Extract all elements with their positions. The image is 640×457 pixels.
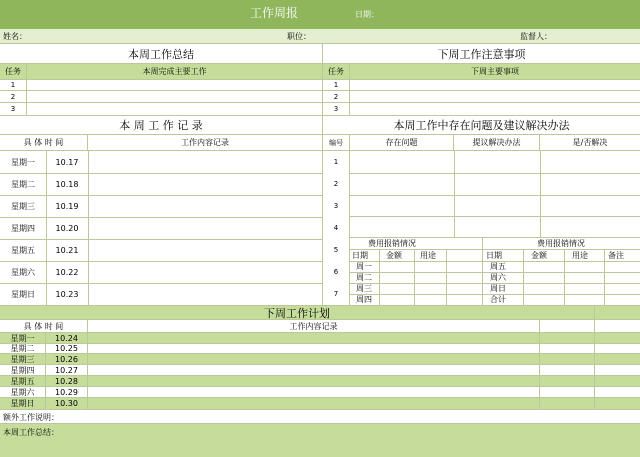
this-week-main-work-header: 本周完成主要工作 — [27, 64, 323, 79]
expense-col-date-right: 日期 — [486, 251, 502, 260]
name-label: 姓名： — [3, 32, 27, 41]
plan-day: 星期五 — [0, 376, 46, 386]
suggestion-header: 提议解决办法 — [454, 135, 540, 150]
plan-row — [0, 387, 640, 398]
week-summary-label: 本周工作总结： — [3, 428, 59, 437]
expense-col-date: 日期 — [352, 251, 368, 260]
summary-right-cell[interactable] — [350, 103, 640, 115]
expense-col-amount: 金额 — [386, 251, 402, 260]
plan-day: 星期一 — [0, 333, 46, 343]
record-row — [0, 283, 322, 306]
expense-day-right: 周日 — [490, 284, 506, 293]
summary-row-number: 3 — [0, 103, 27, 115]
plan-row — [0, 333, 640, 344]
record-content-cell[interactable] — [88, 173, 322, 195]
position-field[interactable] — [318, 30, 518, 43]
record-row — [0, 173, 322, 196]
summary-left-cell[interactable] — [27, 91, 323, 102]
task-col-header-right: 任务 — [323, 64, 350, 79]
plan-date: 10.30 — [46, 398, 88, 409]
record-date: 10.18 — [55, 179, 79, 189]
plan-extra-cell[interactable] — [595, 376, 640, 386]
next-week-notes-title: 下周工作注意事项 — [437, 47, 526, 61]
record-content-cell[interactable] — [88, 217, 322, 239]
issue-number-header: 编号 — [323, 135, 350, 150]
plan-extra-cell[interactable] — [540, 387, 595, 397]
plan-extra-cell[interactable] — [540, 365, 595, 375]
plan-header-filler-right — [595, 320, 640, 332]
extra-work-field[interactable] — [70, 410, 638, 423]
resolved-cell[interactable] — [540, 151, 640, 237]
expense-total-label: 合计 — [490, 295, 506, 304]
summary-row-number-right: 3 — [323, 103, 350, 115]
issue-number: 7 — [333, 290, 339, 298]
plan-day: 星期二 — [0, 344, 46, 353]
plan-header-filler — [540, 320, 595, 332]
plan-title-row — [0, 305, 640, 320]
plan-extra-cell[interactable] — [540, 398, 595, 409]
record-content-header: 工作内容记录 — [88, 135, 323, 150]
record-row — [0, 195, 322, 218]
plan-row — [0, 365, 640, 376]
plan-row — [0, 398, 640, 410]
summary-row — [0, 91, 640, 103]
this-week-summary-title: 本周工作总结 — [0, 44, 323, 63]
expense-day: 周一 — [356, 262, 372, 271]
date-field[interactable] — [388, 8, 628, 22]
problem-header: 存在问题 — [350, 135, 454, 150]
supervisor-label: 监督人： — [520, 32, 552, 41]
plan-row — [0, 344, 640, 354]
record-day: 星期日 — [11, 289, 35, 299]
record-date: 10.23 — [55, 289, 79, 299]
summary-row — [0, 103, 640, 116]
resolved-header: 是/否解决 — [572, 138, 608, 147]
plan-extra-cell[interactable] — [595, 398, 640, 409]
summary-row-number: 2 — [0, 91, 27, 102]
record-day: 星期一 — [11, 157, 35, 167]
expense-day: 周三 — [356, 284, 372, 293]
plan-extra-cell[interactable] — [540, 344, 595, 353]
record-row — [0, 261, 322, 284]
extra-work-row — [0, 410, 640, 424]
summary-row-number-right: 1 — [323, 80, 350, 90]
plan-extra-cell[interactable] — [595, 344, 640, 353]
position-label: 职位： — [287, 32, 311, 41]
summary-right-cell[interactable] — [350, 80, 640, 90]
next-week-main-items-header: 下周主要事项 — [471, 67, 519, 76]
supervisor-field[interactable] — [560, 30, 638, 43]
plan-content-cell[interactable] — [88, 387, 540, 397]
record-content-cell[interactable] — [88, 195, 322, 217]
record-day: 星期四 — [11, 223, 35, 233]
record-day: 星期五 — [11, 245, 35, 255]
expense-day: 周四 — [356, 295, 372, 304]
record-day: 星期六 — [11, 267, 35, 277]
report-title: 工作周报 — [250, 6, 299, 20]
record-date: 10.19 — [55, 201, 79, 211]
next-week-plan-title: 下周工作计划 — [0, 306, 595, 319]
expense-col-purpose-right: 用途 — [572, 251, 588, 260]
record-date: 10.22 — [55, 267, 79, 277]
plan-extra-cell[interactable] — [540, 376, 595, 386]
record-time-header: 具 体 时 间 — [0, 135, 88, 150]
date-label: 日期： — [355, 10, 379, 19]
plan-time-header: 具 体 时 间 — [0, 320, 88, 332]
plan-date: 10.27 — [46, 365, 88, 375]
plan-extra-cell[interactable] — [595, 387, 640, 397]
issue-number: 3 — [333, 202, 339, 210]
plan-date: 10.25 — [46, 344, 88, 353]
summary-right-cell[interactable] — [350, 91, 640, 102]
expense-col-remark: 备注 — [608, 251, 624, 260]
summary-left-cell[interactable] — [27, 103, 323, 115]
issue-number: 1 — [333, 158, 339, 166]
plan-content-header: 工作内容记录 — [88, 320, 540, 332]
plan-day: 星期日 — [0, 398, 46, 409]
plan-content-cell[interactable] — [88, 376, 540, 386]
issues-title: 本周工作中存在问题及建议解决办法 — [393, 119, 570, 132]
plan-date: 10.29 — [46, 387, 88, 397]
task-col-header: 任务 — [0, 64, 27, 79]
record-content-cell[interactable] — [88, 239, 322, 261]
plan-day: 星期四 — [0, 365, 46, 375]
weekly-record-table — [0, 151, 323, 305]
info-row — [0, 29, 640, 44]
plan-content-cell[interactable] — [88, 354, 540, 364]
plan-title-filler — [595, 306, 640, 319]
plan-content-cell[interactable] — [88, 365, 540, 375]
name-field[interactable] — [30, 30, 270, 43]
weekly-record-title: 本 周 工 作 记 录 — [0, 116, 323, 134]
issue-number-column — [323, 151, 350, 305]
plan-extra-cell[interactable] — [595, 333, 640, 343]
summary-row — [0, 80, 640, 91]
expense-section — [350, 237, 640, 305]
title-bar — [0, 0, 640, 29]
issue-number: 6 — [333, 268, 339, 276]
expense-col-purpose: 用途 — [420, 251, 436, 260]
plan-date: 10.24 — [46, 333, 88, 343]
record-day: 星期二 — [11, 179, 35, 189]
record-row — [0, 217, 322, 240]
record-content-cell[interactable] — [88, 151, 322, 173]
issue-number: 4 — [333, 224, 339, 232]
plan-date: 10.26 — [46, 354, 88, 364]
expense-col-amount-right: 金额 — [531, 251, 547, 260]
plan-day: 星期六 — [0, 387, 46, 397]
plan-extra-cell[interactable] — [595, 354, 640, 364]
record-day: 星期三 — [11, 201, 35, 211]
plan-day: 星期三 — [0, 354, 46, 364]
plan-date: 10.28 — [46, 376, 88, 386]
extra-work-label: 额外工作说明： — [3, 413, 59, 422]
plan-extra-cell[interactable] — [540, 333, 595, 343]
week-summary-row — [0, 424, 640, 457]
suggestion-cell[interactable] — [454, 151, 540, 237]
record-row — [0, 239, 322, 262]
plan-extra-cell[interactable] — [595, 365, 640, 375]
summary-header — [0, 44, 640, 64]
plan-row — [0, 354, 640, 365]
record-col-headers — [0, 135, 640, 151]
issue-number: 2 — [333, 180, 339, 188]
record-date: 10.17 — [55, 157, 79, 167]
record-content-cell[interactable] — [88, 283, 322, 305]
plan-content-cell[interactable] — [88, 344, 540, 353]
week-summary-field[interactable] — [70, 426, 638, 455]
plan-extra-cell[interactable] — [540, 354, 595, 364]
summary-col-headers — [0, 64, 640, 80]
plan-row — [0, 376, 640, 387]
expense-title-left: 费用报销情况 — [368, 239, 416, 248]
summary-row-number-right: 2 — [323, 91, 350, 102]
record-row — [0, 151, 322, 174]
issue-number: 5 — [333, 246, 339, 254]
plan-content-cell[interactable] — [88, 333, 540, 343]
expense-day-right: 周五 — [490, 262, 506, 271]
plan-col-headers — [0, 320, 640, 333]
expense-day-right: 周六 — [490, 273, 506, 282]
expense-title-right: 费用报销情况 — [537, 239, 585, 248]
record-date: 10.20 — [55, 223, 79, 233]
expense-day: 周二 — [356, 273, 372, 282]
summary-row-number: 1 — [0, 80, 27, 90]
problem-cell[interactable] — [350, 151, 454, 237]
record-issues-titles — [0, 116, 640, 135]
record-content-cell[interactable] — [88, 261, 322, 283]
issues-table — [323, 151, 640, 305]
plan-content-cell[interactable] — [88, 398, 540, 409]
issue-grid — [350, 151, 640, 237]
summary-left-cell[interactable] — [27, 80, 323, 90]
record-date: 10.21 — [55, 245, 79, 255]
